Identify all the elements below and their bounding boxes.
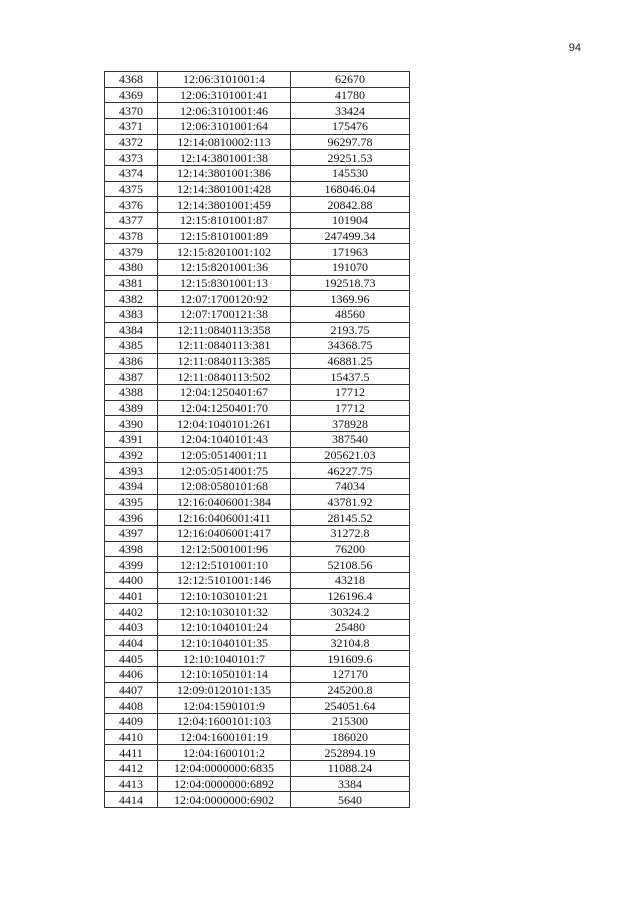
value-cell: 28145.52 <box>291 510 410 526</box>
cadastral-number-cell: 12:05:0514001:75 <box>158 463 291 479</box>
value-cell: 29251.53 <box>291 150 410 166</box>
table-row <box>105 338 410 354</box>
table-row <box>105 619 410 635</box>
cadastral-number-cell: 12:04:1040101:43 <box>158 432 291 448</box>
table-row <box>105 197 410 213</box>
value-cell: 33424 <box>291 103 410 119</box>
value-cell: 215300 <box>291 713 410 729</box>
row-number-cell: 4382 <box>105 291 158 307</box>
row-number-cell: 4373 <box>105 150 158 166</box>
cadastral-number-cell: 12:04:1250401:67 <box>158 385 291 401</box>
row-number-cell: 4396 <box>105 510 158 526</box>
cadastral-number-cell: 12:15:8101001:87 <box>158 212 291 228</box>
value-cell: 52108.56 <box>291 557 410 573</box>
cadastral-number-cell: 12:11:0840113:502 <box>158 369 291 385</box>
row-number-cell: 4390 <box>105 416 158 432</box>
row-number-cell: 4411 <box>105 745 158 761</box>
table-row <box>105 259 410 275</box>
row-number-cell: 4368 <box>105 72 158 88</box>
cadastral-number-cell: 12:10:1050101:14 <box>158 666 291 682</box>
table-row <box>105 526 410 542</box>
row-number-cell: 4383 <box>105 306 158 322</box>
value-cell: 46227.75 <box>291 463 410 479</box>
cadastral-number-cell: 12:12:5001001:96 <box>158 541 291 557</box>
row-number-cell: 4375 <box>105 181 158 197</box>
value-cell: 41780 <box>291 87 410 103</box>
value-cell: 30324.2 <box>291 604 410 620</box>
value-cell: 46881.25 <box>291 353 410 369</box>
row-number-cell: 4377 <box>105 212 158 228</box>
value-cell: 205621.03 <box>291 447 410 463</box>
value-cell: 5640 <box>291 792 410 808</box>
cadastral-number-cell: 12:16:0406001:384 <box>158 494 291 510</box>
row-number-cell: 4413 <box>105 776 158 792</box>
row-number-cell: 4394 <box>105 479 158 495</box>
value-cell: 101904 <box>291 212 410 228</box>
row-number-cell: 4388 <box>105 385 158 401</box>
row-number-cell: 4407 <box>105 682 158 698</box>
cadastral-number-cell: 12:11:0840113:358 <box>158 322 291 338</box>
cadastral-number-cell: 12:16:0406001:411 <box>158 510 291 526</box>
row-number-cell: 4379 <box>105 244 158 260</box>
cadastral-number-cell: 12:15:8101001:89 <box>158 228 291 244</box>
value-cell: 145530 <box>291 165 410 181</box>
value-cell: 32104.8 <box>291 635 410 651</box>
table-row <box>105 322 410 338</box>
cadastral-number-cell: 12:04:1600101:19 <box>158 729 291 745</box>
table-row <box>105 463 410 479</box>
row-number-cell: 4399 <box>105 557 158 573</box>
row-number-cell: 4371 <box>105 118 158 134</box>
cadastral-number-cell: 12:10:1040101:24 <box>158 619 291 635</box>
value-cell: 48560 <box>291 306 410 322</box>
value-cell: 171963 <box>291 244 410 260</box>
cadastral-number-cell: 12:09:0120101:135 <box>158 682 291 698</box>
row-number-cell: 4391 <box>105 432 158 448</box>
table-row <box>105 165 410 181</box>
table-row <box>105 682 410 698</box>
value-cell: 126196.4 <box>291 588 410 604</box>
row-number-cell: 4378 <box>105 228 158 244</box>
table-row <box>105 150 410 166</box>
row-number-cell: 4410 <box>105 729 158 745</box>
value-cell: 74034 <box>291 479 410 495</box>
table-row <box>105 134 410 150</box>
table-row <box>105 666 410 682</box>
row-number-cell: 4380 <box>105 259 158 275</box>
cadastral-number-cell: 12:04:1040101:261 <box>158 416 291 432</box>
cadastral-number-cell: 12:12:5101001:146 <box>158 573 291 589</box>
value-cell: 25480 <box>291 619 410 635</box>
row-number-cell: 4405 <box>105 651 158 667</box>
page-number: 94 <box>568 42 581 54</box>
table-row <box>105 713 410 729</box>
table-row <box>105 291 410 307</box>
value-cell: 127170 <box>291 666 410 682</box>
cadastral-number-cell: 12:14:3801001:38 <box>158 150 291 166</box>
value-cell: 15437.5 <box>291 369 410 385</box>
table-row <box>105 118 410 134</box>
table-row <box>105 400 410 416</box>
table-row <box>105 604 410 620</box>
row-number-cell: 4412 <box>105 760 158 776</box>
value-cell: 31272.8 <box>291 526 410 542</box>
cadastral-number-cell: 12:04:0000000:6835 <box>158 760 291 776</box>
table-row <box>105 432 410 448</box>
cadastral-number-cell: 12:08:0580101:68 <box>158 479 291 495</box>
value-cell: 43781.92 <box>291 494 410 510</box>
table-row <box>105 306 410 322</box>
value-cell: 247499.34 <box>291 228 410 244</box>
table-row <box>105 588 410 604</box>
table-row <box>105 573 410 589</box>
cadastral-number-cell: 12:10:1030101:21 <box>158 588 291 604</box>
cadastral-number-cell: 12:11:0840113:381 <box>158 338 291 354</box>
table-row <box>105 244 410 260</box>
row-number-cell: 4374 <box>105 165 158 181</box>
table-row <box>105 72 410 88</box>
row-number-cell: 4402 <box>105 604 158 620</box>
table-row <box>105 369 410 385</box>
row-number-cell: 4403 <box>105 619 158 635</box>
cadastral-number-cell: 12:10:1040101:7 <box>158 651 291 667</box>
value-cell: 62670 <box>291 72 410 88</box>
value-cell: 252894.19 <box>291 745 410 761</box>
table-row <box>105 651 410 667</box>
value-cell: 34368.75 <box>291 338 410 354</box>
data-table <box>104 71 410 808</box>
cadastral-number-cell: 12:10:1040101:35 <box>158 635 291 651</box>
value-cell: 43218 <box>291 573 410 589</box>
table-row <box>105 103 410 119</box>
row-number-cell: 4376 <box>105 197 158 213</box>
value-cell: 254051.64 <box>291 698 410 714</box>
row-number-cell: 4372 <box>105 134 158 150</box>
table-row <box>105 228 410 244</box>
cadastral-number-cell: 12:14:3801001:386 <box>158 165 291 181</box>
cadastral-number-cell: 12:07:1700120:92 <box>158 291 291 307</box>
value-cell: 17712 <box>291 400 410 416</box>
cadastral-number-cell: 12:06:3101001:46 <box>158 103 291 119</box>
value-cell: 191609.6 <box>291 651 410 667</box>
row-number-cell: 4384 <box>105 322 158 338</box>
cadastral-number-cell: 12:12:5101001:10 <box>158 557 291 573</box>
row-number-cell: 4385 <box>105 338 158 354</box>
row-number-cell: 4404 <box>105 635 158 651</box>
cadastral-number-cell: 12:04:1590101:9 <box>158 698 291 714</box>
table-row <box>105 776 410 792</box>
row-number-cell: 4397 <box>105 526 158 542</box>
value-cell: 1369.96 <box>291 291 410 307</box>
cadastral-number-cell: 12:11:0840113:385 <box>158 353 291 369</box>
cadastral-number-cell: 12:10:1030101:32 <box>158 604 291 620</box>
row-number-cell: 4408 <box>105 698 158 714</box>
value-cell: 2193.75 <box>291 322 410 338</box>
cadastral-number-cell: 12:04:1600101:103 <box>158 713 291 729</box>
value-cell: 76200 <box>291 541 410 557</box>
table-row <box>105 181 410 197</box>
row-number-cell: 4401 <box>105 588 158 604</box>
value-cell: 17712 <box>291 385 410 401</box>
row-number-cell: 4392 <box>105 447 158 463</box>
cadastral-number-cell: 12:14:0810002:113 <box>158 134 291 150</box>
table-row <box>105 353 410 369</box>
cadastral-number-cell: 12:15:8201001:36 <box>158 259 291 275</box>
cadastral-number-cell: 12:16:0406001:417 <box>158 526 291 542</box>
cadastral-number-cell: 12:15:8301001:13 <box>158 275 291 291</box>
row-number-cell: 4395 <box>105 494 158 510</box>
cadastral-number-cell: 12:06:3101001:64 <box>158 118 291 134</box>
value-cell: 168046.04 <box>291 181 410 197</box>
table-row <box>105 494 410 510</box>
value-cell: 378928 <box>291 416 410 432</box>
table-row <box>105 275 410 291</box>
row-number-cell: 4406 <box>105 666 158 682</box>
value-cell: 20842.88 <box>291 197 410 213</box>
table-body <box>105 72 410 808</box>
row-number-cell: 4414 <box>105 792 158 808</box>
cadastral-number-cell: 12:04:1250401:70 <box>158 400 291 416</box>
value-cell: 186020 <box>291 729 410 745</box>
table-row <box>105 479 410 495</box>
table-row <box>105 557 410 573</box>
cadastral-number-cell: 12:05:0514001:11 <box>158 447 291 463</box>
row-number-cell: 4370 <box>105 103 158 119</box>
value-cell: 11088.24 <box>291 760 410 776</box>
cadastral-number-cell: 12:04:0000000:6902 <box>158 792 291 808</box>
table-row <box>105 729 410 745</box>
cadastral-number-cell: 12:06:3101001:4 <box>158 72 291 88</box>
table-row <box>105 635 410 651</box>
value-cell: 245200.8 <box>291 682 410 698</box>
row-number-cell: 4387 <box>105 369 158 385</box>
cadastral-number-cell: 12:14:3801001:459 <box>158 197 291 213</box>
value-cell: 387540 <box>291 432 410 448</box>
row-number-cell: 4389 <box>105 400 158 416</box>
row-number-cell: 4400 <box>105 573 158 589</box>
cadastral-number-cell: 12:15:8201001:102 <box>158 244 291 260</box>
value-cell: 192518.73 <box>291 275 410 291</box>
cadastral-number-cell: 12:04:1600101:2 <box>158 745 291 761</box>
value-cell: 175476 <box>291 118 410 134</box>
value-cell: 191070 <box>291 259 410 275</box>
row-number-cell: 4369 <box>105 87 158 103</box>
row-number-cell: 4381 <box>105 275 158 291</box>
value-cell: 96297.78 <box>291 134 410 150</box>
table-row <box>105 87 410 103</box>
table-row <box>105 745 410 761</box>
table-row <box>105 510 410 526</box>
row-number-cell: 4386 <box>105 353 158 369</box>
table-row <box>105 792 410 808</box>
cadastral-number-cell: 12:04:0000000:6892 <box>158 776 291 792</box>
table-row <box>105 212 410 228</box>
row-number-cell: 4409 <box>105 713 158 729</box>
cadastral-number-cell: 12:14:3801001:428 <box>158 181 291 197</box>
table-row <box>105 416 410 432</box>
value-cell: 3384 <box>291 776 410 792</box>
table-row <box>105 541 410 557</box>
cadastral-number-cell: 12:07:1700121:38 <box>158 306 291 322</box>
table-row <box>105 447 410 463</box>
table-row <box>105 385 410 401</box>
table-row <box>105 760 410 776</box>
table-row <box>105 698 410 714</box>
cadastral-number-cell: 12:06:3101001:41 <box>158 87 291 103</box>
row-number-cell: 4393 <box>105 463 158 479</box>
row-number-cell: 4398 <box>105 541 158 557</box>
